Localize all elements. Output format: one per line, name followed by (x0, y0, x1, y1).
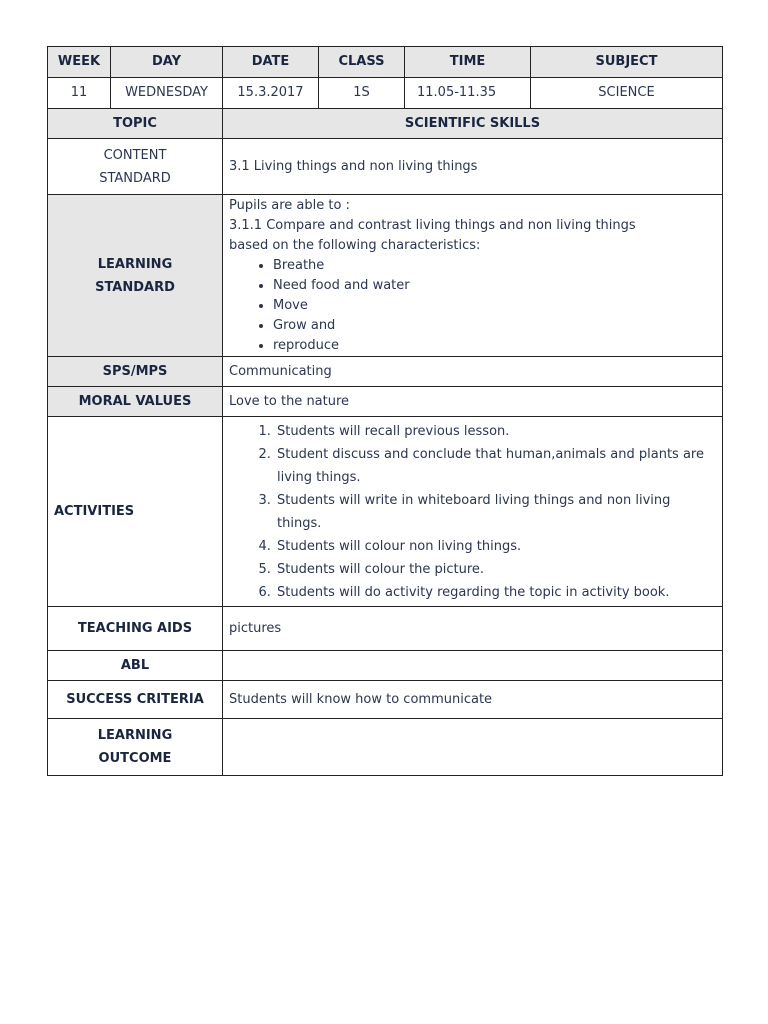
activities-row (48, 417, 723, 607)
info-row (48, 78, 723, 109)
sps-mps-row (48, 357, 723, 387)
content-standard-label-line2: STANDARD (99, 170, 171, 186)
content-standard-label-line1: CONTENT (103, 147, 167, 163)
date-header: DATE (223, 47, 319, 78)
activities-list (229, 420, 716, 604)
learning-standard-label (48, 195, 223, 357)
learning-outcome-label-line1: LEARNING (97, 728, 173, 743)
sps-mps-value: Communicating (223, 357, 723, 387)
learning-standard-value (223, 195, 723, 357)
moral-values-row (48, 387, 723, 417)
characteristics-list (229, 256, 716, 356)
learning-outcome-row (48, 719, 723, 776)
topic-value: SCIENTIFIC SKILLS (223, 109, 723, 139)
moral-values-value: Love to the nature (223, 387, 723, 417)
content-standard-value: 3.1 Living things and non living things (223, 139, 723, 195)
teaching-aids-label: TEACHING AIDS (48, 607, 223, 651)
content-standard-row (48, 139, 723, 195)
learning-standard-intro: Pupils are able to : (229, 198, 350, 213)
teaching-aids-row (48, 607, 723, 651)
moral-values-label: MORAL VALUES (48, 387, 223, 417)
list-item: • reproduce (273, 336, 716, 356)
list-item: 2. Student discuss and conclude that human,animals and plants are living things. (275, 443, 716, 489)
abl-label: ABL (48, 651, 223, 681)
learning-standard-line1: 3.1.1 Compare and contrast living things and non living things (229, 218, 636, 233)
subject-header: SUBJECT (531, 47, 723, 78)
learning-standard-row (48, 195, 723, 357)
success-criteria-row (48, 681, 723, 719)
learning-standard-label-line2: STANDARD (95, 279, 175, 295)
list-item: • Breathe (273, 256, 716, 276)
list-item: • Need food and water (273, 276, 716, 296)
teaching-aids-value: pictures (223, 607, 723, 651)
activities-label: ACTIVITIES (48, 417, 223, 607)
learning-outcome-value (223, 719, 723, 776)
time-value: 11.05-11.35 (405, 78, 531, 109)
list-item: 5. Students will colour the picture. (275, 558, 716, 581)
activities-value (223, 417, 723, 607)
subject-value: SCIENCE (531, 78, 723, 109)
topic-row (48, 109, 723, 139)
learning-outcome-label (48, 719, 223, 776)
sps-mps-label: SPS/MPS (48, 357, 223, 387)
success-criteria-value: Students will know how to communicate (223, 681, 723, 719)
time-header: TIME (405, 47, 531, 78)
learning-standard-label-line1: LEARNING (97, 256, 173, 272)
list-item: 6. Students will do activity regarding the topic in activity book. (275, 581, 716, 604)
list-item: 4. Students will colour non living things. (275, 535, 716, 558)
list-item: 3. Students will write in whiteboard living things and non living things. (275, 489, 716, 535)
day-header: DAY (111, 47, 223, 78)
list-item: • Move (273, 296, 716, 316)
header-row (48, 47, 723, 78)
content-standard-label (48, 139, 223, 195)
day-value: WEDNESDAY (111, 78, 223, 109)
lesson-plan-table (47, 46, 723, 776)
list-item: 1. Students will recall previous lesson. (275, 420, 716, 443)
date-value: 15.3.2017 (223, 78, 319, 109)
week-value: 11 (48, 78, 111, 109)
learning-outcome-label-line2: OUTCOME (98, 751, 172, 766)
class-value: 1S (319, 78, 405, 109)
class-header: CLASS (319, 47, 405, 78)
abl-value (223, 651, 723, 681)
topic-label: TOPIC (48, 109, 223, 139)
learning-standard-line2: based on the following characteristics: (229, 238, 481, 253)
success-criteria-label: SUCCESS CRITERIA (48, 681, 223, 719)
list-item: • Grow and (273, 316, 716, 336)
abl-row (48, 651, 723, 681)
week-header: WEEK (48, 47, 111, 78)
